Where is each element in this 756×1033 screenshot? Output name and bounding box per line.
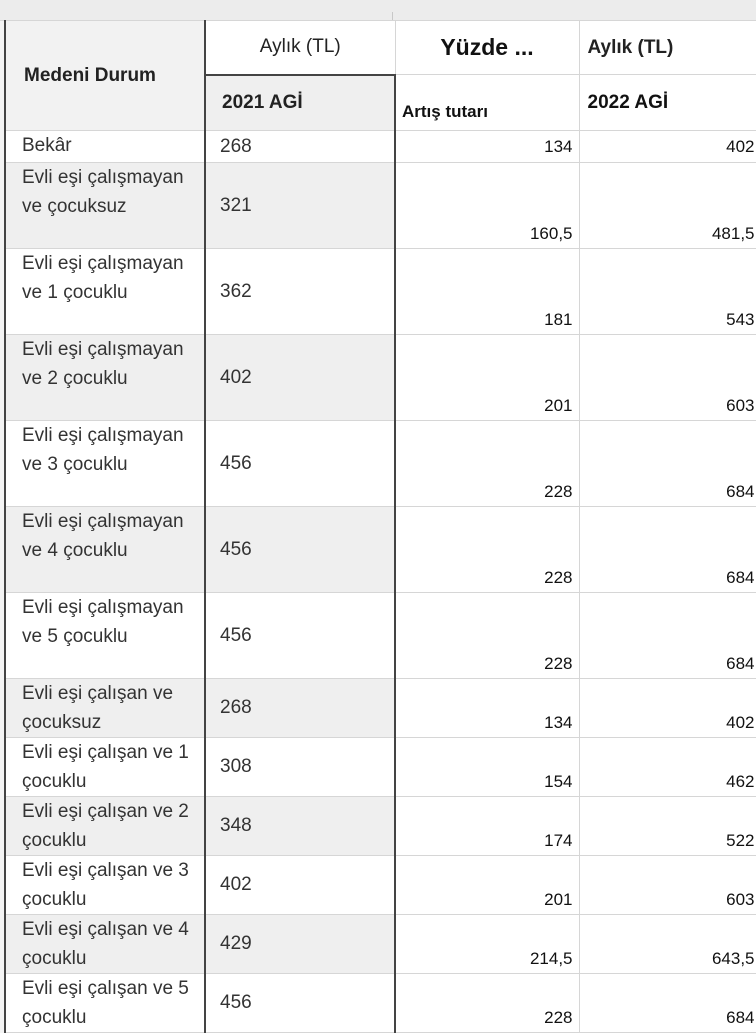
header-aylik-2022: Aylık (TL) [579,21,756,75]
header-2021-agi: 2021 AGİ [205,75,395,131]
header-medeni-durum: Medeni Durum [5,21,205,131]
cell-increase: 174 [395,797,579,856]
header-artis-tutari: Artış tutarı [395,75,579,131]
cell-increase: 214,5 [395,915,579,974]
cell-agi-2021: 456 [205,421,395,507]
table-row [5,593,756,679]
row-label: Evli eşi çalışan ve 4 çocuklu [5,915,205,974]
cell-agi-2021: 456 [205,507,395,593]
agi-table [4,20,756,1033]
cell-agi-2022: 643,5 [579,915,756,974]
row-label: Evli eşi çalışan ve çocuksuz [5,679,205,738]
row-label: Evli eşi çalışmayan ve 4 çocuklu [5,507,205,593]
cell-agi-2022: 522 [579,797,756,856]
cell-agi-2021: 321 [205,163,395,249]
cell-agi-2022: 481,5 [579,163,756,249]
cell-agi-2022: 402 [579,131,756,163]
cell-agi-2021: 268 [205,679,395,738]
row-label: Evli eşi çalışan ve 1 çocuklu [5,738,205,797]
row-label: Evli eşi çalışan ve 3 çocuklu [5,856,205,915]
row-label: Evli eşi çalışmayan ve 3 çocuklu [5,421,205,507]
cell-agi-2022: 684 [579,974,756,1033]
cell-agi-2021: 429 [205,915,395,974]
cell-agi-2021: 308 [205,738,395,797]
table-row [5,131,756,163]
cell-agi-2021: 456 [205,974,395,1033]
table-row [5,856,756,915]
cell-increase: 228 [395,421,579,507]
cell-increase: 228 [395,974,579,1033]
cell-increase: 160,5 [395,163,579,249]
header-aylik-2021: Aylık (TL) [205,21,395,75]
cell-increase: 228 [395,593,579,679]
table-row [5,249,756,335]
row-label: Evli eşi çalışan ve 2 çocuklu [5,797,205,856]
row-label: Evli eşi çalışmayan ve 2 çocuklu [5,335,205,421]
cell-agi-2022: 603 [579,856,756,915]
cell-agi-2021: 456 [205,593,395,679]
row-label: Evli eşi çalışmayan ve 1 çocuklu [5,249,205,335]
cell-increase: 134 [395,131,579,163]
cell-agi-2021: 348 [205,797,395,856]
cell-agi-2022: 543 [579,249,756,335]
header-2022-agi: 2022 AGİ [579,75,756,131]
cell-increase: 134 [395,679,579,738]
cell-agi-2021: 362 [205,249,395,335]
cell-increase: 181 [395,249,579,335]
table-row [5,507,756,593]
header-row-top [5,21,756,75]
cell-agi-2022: 684 [579,507,756,593]
cell-agi-2022: 684 [579,593,756,679]
row-label: Evli eşi çalışan ve 5 çocuklu [5,974,205,1033]
cell-increase: 201 [395,856,579,915]
table-row [5,915,756,974]
cell-agi-2022: 462 [579,738,756,797]
table-row [5,738,756,797]
cell-agi-2022: 603 [579,335,756,421]
row-label: Bekâr [5,131,205,163]
cell-agi-2022: 684 [579,421,756,507]
table-row [5,797,756,856]
cell-agi-2022: 402 [579,679,756,738]
cell-increase: 201 [395,335,579,421]
top-strip [0,0,756,21]
table-row [5,679,756,738]
table-row [5,163,756,249]
header-yuzde: Yüzde ... [395,21,579,75]
cell-agi-2021: 402 [205,856,395,915]
table-row [5,335,756,421]
cell-agi-2021: 268 [205,131,395,163]
row-label: Evli eşi çalışmayan ve 5 çocuklu [5,593,205,679]
cell-increase: 228 [395,507,579,593]
table-row [5,421,756,507]
row-label: Evli eşi çalışmayan ve çocuksuz [5,163,205,249]
cell-increase: 154 [395,738,579,797]
cell-agi-2021: 402 [205,335,395,421]
